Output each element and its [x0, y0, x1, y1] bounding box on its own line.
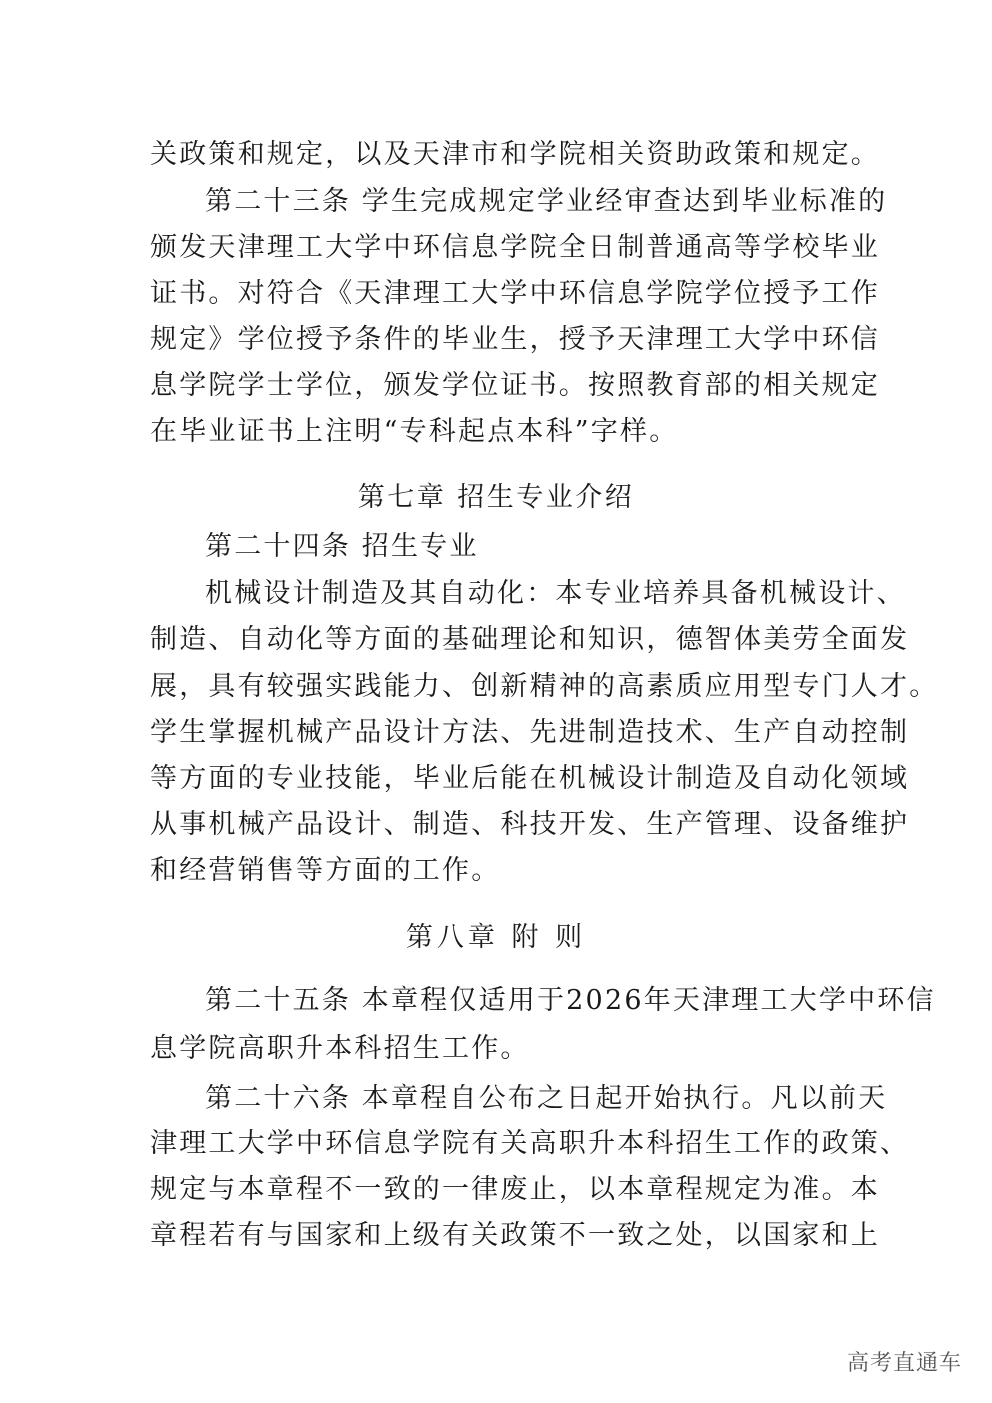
article-26-line: 第二十六条 本章程自公布之日起开始执行。凡以前天: [205, 1083, 888, 1114]
watermark-text: 高考直通车: [846, 1351, 962, 1376]
chapter-8-heading: 第八章 附 则: [405, 922, 587, 953]
paragraph-line: 息学院学士学位，颁发学位证书。按照教育部的相关规定: [150, 370, 880, 401]
paragraph-line: 从事机械产品设计、制造、科技开发、生产管理、设备维护: [150, 809, 910, 840]
article-24-line: 第二十四条 招生专业: [205, 531, 479, 562]
article-23-line: 第二十三条 学生完成规定学业经审查达到毕业标准的: [205, 186, 888, 217]
chapter-7-heading: 第七章 招生专业介绍: [357, 482, 635, 513]
paragraph-line: 关政策和规定，以及天津市和学院相关资助政策和规定。: [150, 139, 880, 170]
paragraph-line: 学生掌握机械产品设计方法、先进制造技术、生产自动控制: [150, 717, 910, 748]
paragraph-line: 息学院高职升本科招生工作。: [150, 1033, 530, 1064]
paragraph-line: 和经营销售等方面的工作。: [150, 855, 501, 886]
paragraph-line: 颁发天津理工大学中环信息学院全日制普通高等学校毕业: [150, 232, 880, 263]
paragraph-line: 津理工大学中环信息学院有关高职升本科招生工作的政策、: [150, 1128, 910, 1159]
paragraph-line: 展，具有较强实践能力、创新精神的高素质应用型专门人才。: [150, 671, 939, 702]
article-25-line: 第二十五条 本章程仅适用于2026年天津理工大学中环信: [205, 985, 936, 1016]
paragraph-line: 在毕业证书上注明“专科起点本科”字样。: [150, 416, 679, 447]
paragraph-line: 等方面的专业技能，毕业后能在机械设计制造及自动化领域: [150, 763, 910, 794]
paragraph-line: 章程若有与国家和上级有关政策不一致之处，以国家和上: [150, 1220, 880, 1251]
paragraph-line: 规定》学位授予条件的毕业生，授予天津理工大学中环信: [150, 324, 880, 355]
paragraph-line: 制造、自动化等方面的基础理论和知识，德智体美劳全面发: [150, 624, 910, 655]
paragraph-line: 证书。对符合《天津理工大学中环信息学院学位授予工作: [150, 278, 880, 309]
major-description-line: 机械设计制造及其自动化：本专业培养具备机械设计、: [205, 578, 906, 609]
paragraph-line: 规定与本章程不一致的一律废止，以本章程规定为准。本: [150, 1174, 880, 1205]
